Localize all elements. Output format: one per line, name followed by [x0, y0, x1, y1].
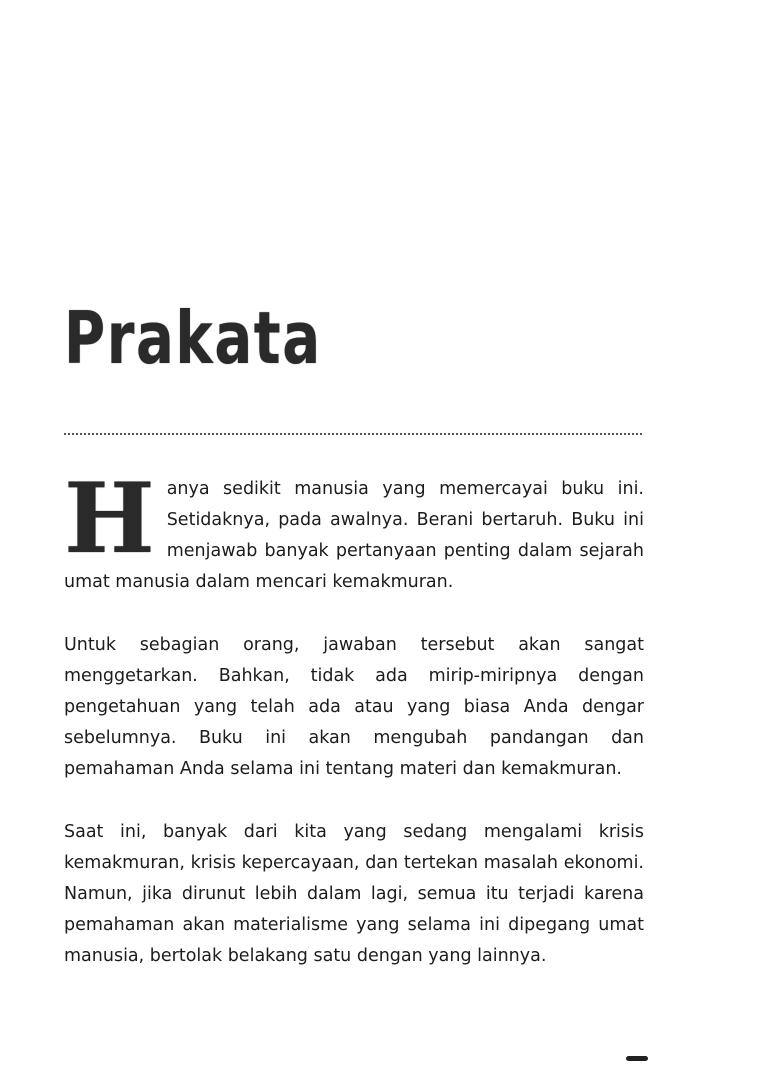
- page-corner-mark: [626, 1056, 648, 1061]
- paragraph-1: [64, 462, 644, 598]
- paragraph-2: Untuk sebagian orang, jawaban tersebut akan sangat menggetarkan. Bahkan, tidak ada mirip-miripnya dengan pengetahuan yang telah ada atau yang biasa Anda dengar sebelumnya. Buku ini akan mengubah pandangan dan pemahaman Anda selama ini tentang materi dan kemakmuran.: [64, 635, 644, 779]
- chapter-title: Prakata: [64, 296, 322, 380]
- paragraph-3: Saat ini, banyak dari kita yang sedang mengalami krisis kemakmuran, krisis kepercayaan, dan tertekan masalah ekonomi. Namun, jika dirunut lebih dalam lagi, semua itu terjadi karena pemahaman akan materialisme yang selama ini dipegang umat manusia, bertolak belakang satu dengan yang lainnya.: [64, 822, 644, 966]
- paragraph-1-text: anya sedikit manusia yang memercayai buku ini. Setidaknya, pada awalnya. Berani bertaruh. Buku ini menjawab banyak pertanyaan penting dalam sejarah umat manusia dalam mencari kemakmuran.: [64, 479, 644, 592]
- dotted-divider: [64, 433, 642, 435]
- drop-cap: H: [64, 462, 155, 575]
- body-text: [64, 462, 644, 1004]
